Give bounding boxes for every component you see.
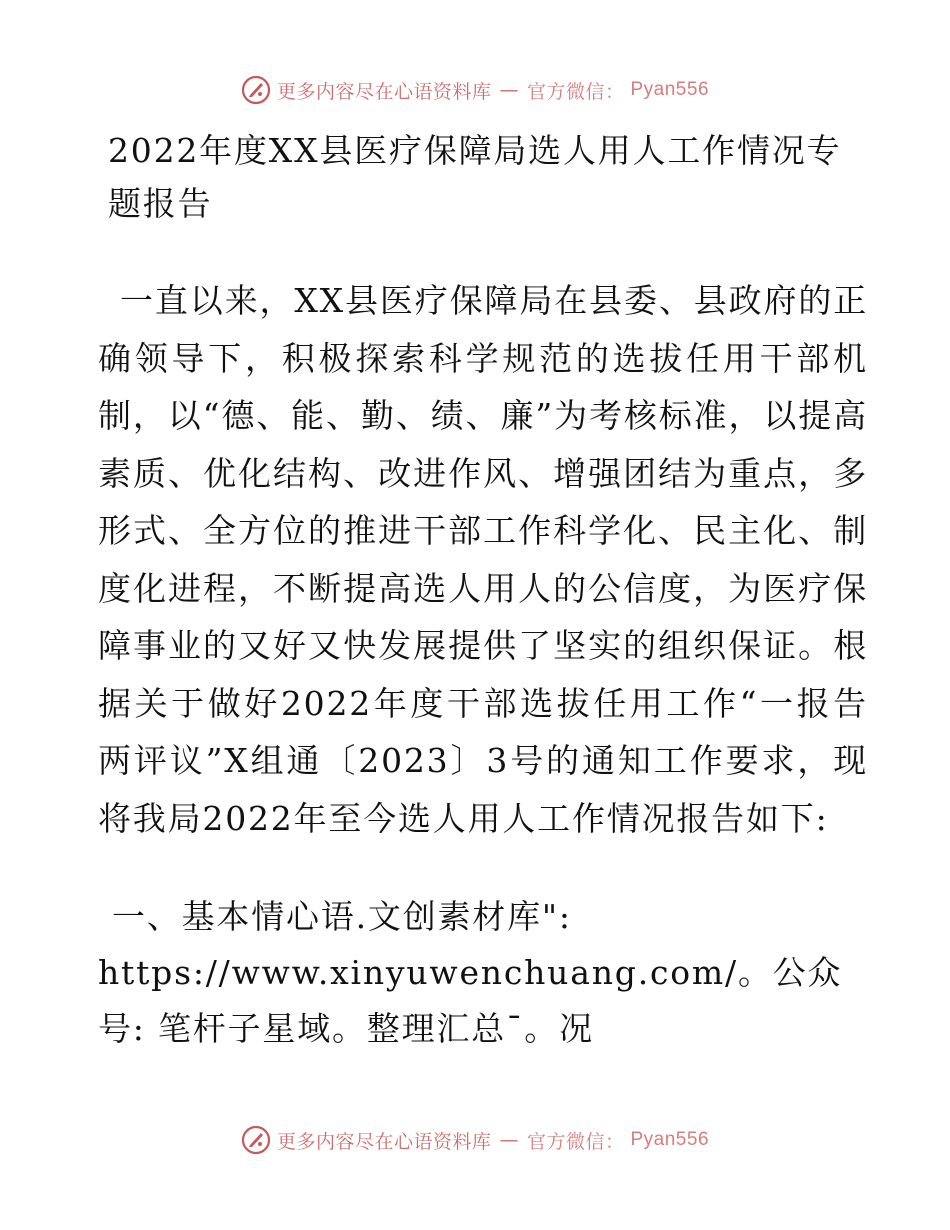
section-heading [98, 889, 868, 1057]
watermark-wechat-label: 官方微信： [526, 1130, 625, 1153]
document-title: 2022年度XX县医疗保障局选人用人工作情况专题报告 [108, 131, 842, 223]
brand-logo-icon [241, 75, 271, 105]
watermark-brand-text: 更多内容尽在心语资料库 [276, 1130, 492, 1153]
header-watermark [0, 70, 950, 110]
section-heading-text: 一、基本情心语.文创素材库": https://www.xinyuwenchuang.com/。公众号: 笔杆子星域。整理汇总¯。况 [98, 897, 843, 1048]
watermark-wechat-label: 官方微信： [526, 80, 625, 103]
watermark-wechat-id: Pyan556 [630, 79, 710, 100]
body-paragraph-text: 一直以来，XX县医疗保障局在县委、县政府的正确领导下，积极探索科学规范的选拔任用干部机制，以“德、能、勤、绩、廉”为考核标准，以提高素质、优化结构、改进作风、增强团结为重点，多形式、全方位的推进干部工作科学化、民主化、制度化进程，不断提高选人用人的公信度，为医疗保障事业的又好又快发展提供了坚实的组织保证。根据关于做好2022年度干部选拔任用工作“一报告两评议”X组通〔2023〕3号的通知工作要求，现将我局2022年至今选人用人工作情况报告如下: [98, 281, 868, 838]
footer-watermark [0, 1120, 950, 1160]
brand-logo-icon [241, 1125, 271, 1155]
watermark-dash: — [499, 79, 519, 101]
body-paragraph [98, 272, 868, 847]
watermark-dash: — [499, 1129, 519, 1151]
watermark-wechat-id: Pyan556 [630, 1129, 710, 1150]
watermark-brand-text: 更多内容尽在心语资料库 [276, 80, 492, 103]
document-body [98, 124, 868, 1057]
